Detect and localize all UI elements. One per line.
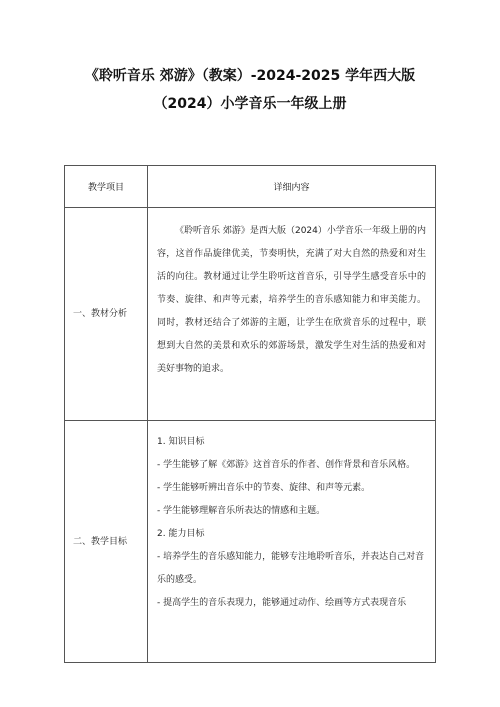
lesson-plan-table xyxy=(64,165,436,663)
goal-item: - 学生能够了解《郊游》这首音乐的作者、创作背景和音乐风格。 xyxy=(157,460,416,470)
goal-item: - 学生能够理解音乐所表达的情感和主题。 xyxy=(157,506,326,516)
document-title-line2: （2024）小学音乐一年级上册 xyxy=(153,96,347,112)
goal-item: - 提高学生的音乐表现力，能够通过动作、绘画等方式表现音乐 xyxy=(157,598,407,608)
goal-item: - 培养学生的音乐感知能力，能够专注地聆听音乐，并表达自己对音乐的感受。 xyxy=(157,552,425,585)
table-row xyxy=(65,421,436,663)
material-analysis-content xyxy=(148,208,436,421)
material-analysis-paragraph: 《聆听音乐 郊游》是西大版（2024）小学音乐一年级上册的内容，这首作品旋律优美，节奏明快，充满了对大自然的热爱和对生活的向往。教材通过让学生聆听这首音乐，引导学生感受音乐中的节奏、旋律、和声等元素，培养学生的音乐感知能力和审美能力。同时，教材还结合了郊游的主题，让学生在欣赏音乐的过程中，联想到大自然的美景和欢乐的郊游场景，激发学生对生活的热爱和对美好事物的追求。 xyxy=(157,226,426,374)
goal-section-knowledge: 1. 知识目标 xyxy=(157,437,205,447)
table-header-row xyxy=(65,166,436,208)
table-row xyxy=(65,208,436,421)
goal-section-ability: 2. 能力目标 xyxy=(157,529,205,539)
teaching-goals-content xyxy=(148,421,436,663)
header-details: 详细内容 xyxy=(148,166,436,208)
row-label-teaching-goals: 二、教学目标 xyxy=(65,421,148,663)
header-teaching-item: 教学项目 xyxy=(65,166,148,208)
goal-item: - 学生能够听辨出音乐中的节奏、旋律、和声等元素。 xyxy=(157,483,371,493)
document-title-line1: 《聆听音乐 郊游》（教案）-2024-2025 学年西大版 xyxy=(84,68,416,84)
row-label-material-analysis: 一、教材分析 xyxy=(65,208,148,421)
